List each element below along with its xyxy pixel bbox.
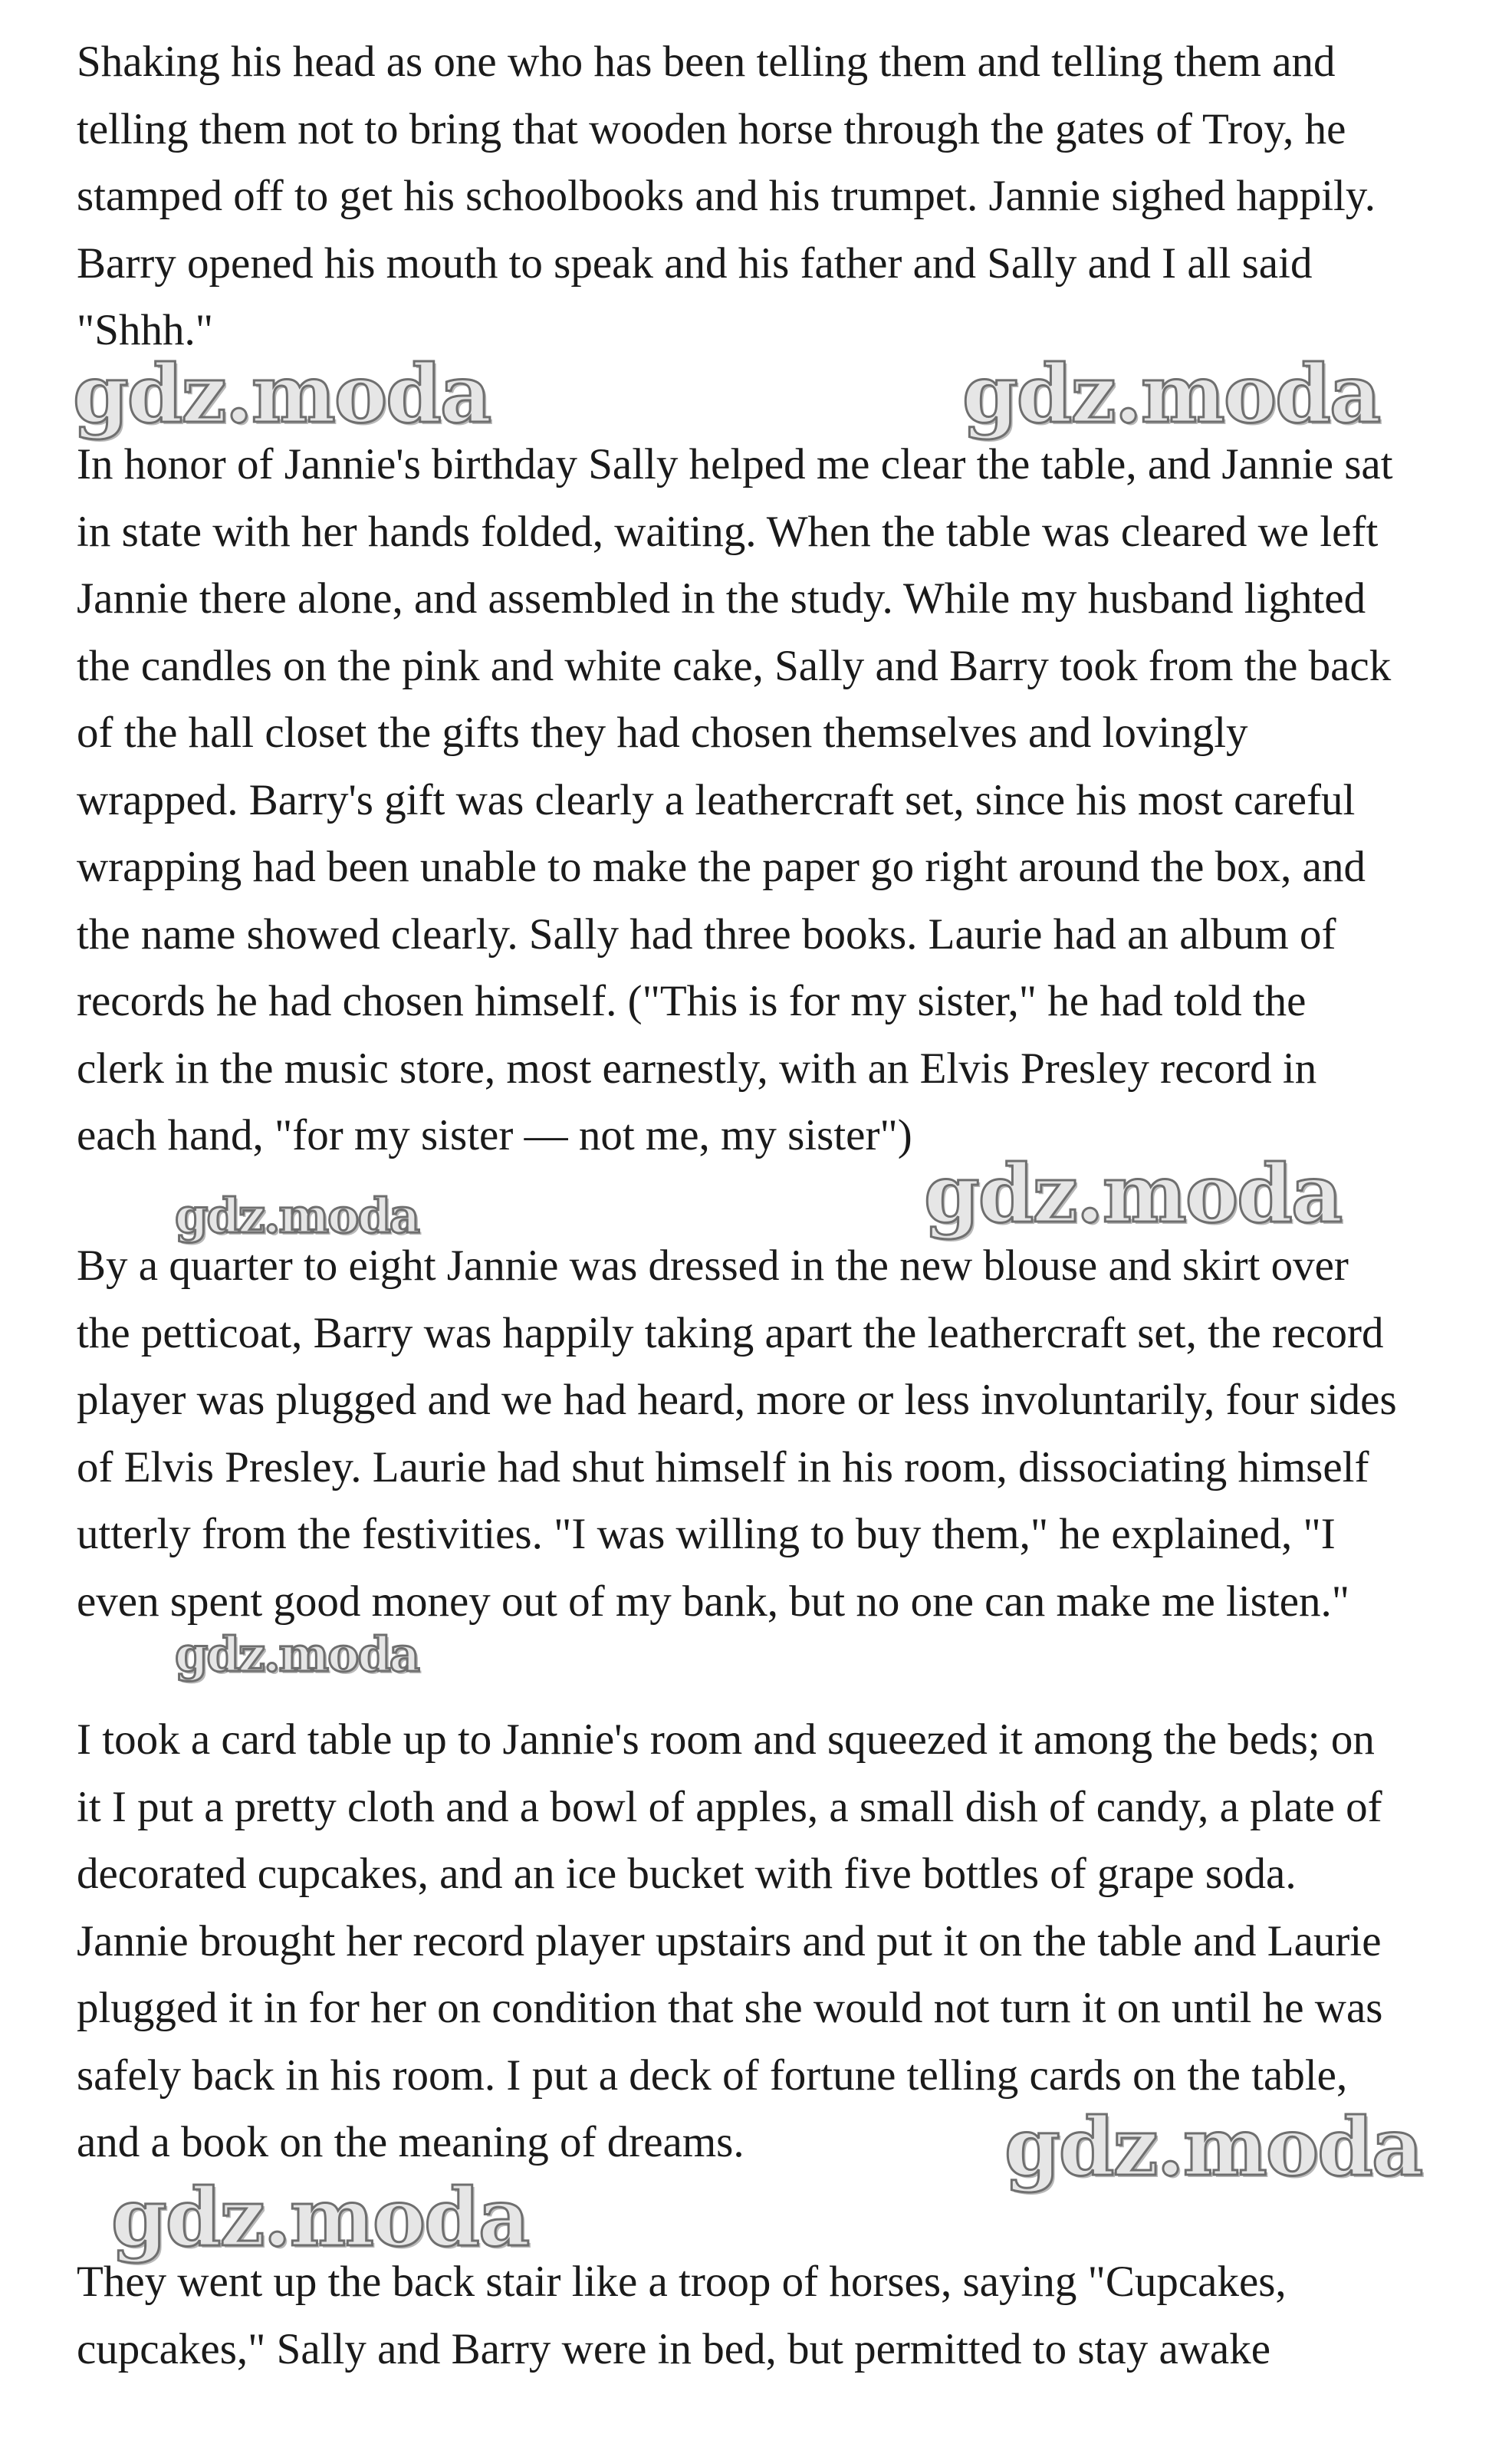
paragraph-5: They went up the back stair like a troop of horses, saying "Cupcakes, cupcakes," Sally and Barry were in bed, but permitted to stay awake	[77, 2258, 1287, 2373]
watermark-logo: gdz.moda	[175, 1626, 419, 1682]
paragraph-4: I took a card table up to Jannie's room and squeezed it among the beds; on it I put a pretty cloth and a bowl of apples, a small dish of candy, a plate of decorated cupcakes, and an ice bucket with five bottles of grape soda. Jannie brought her record player upstairs and put it on the table and Laurie plugged it in for her on condition that she would not turn it on until he was safely back in his room. I put a deck of fortune telling cards on the table, and a book on the meaning of dreams.	[77, 1715, 1383, 2166]
watermark-logo: gdz.moda	[1004, 2100, 1422, 2194]
paragraph-2: In honor of Jannie's birthday Sally helped me clear the table, and Jannie sat in state with her hands folded, waiting. When the table was cleared we left Jannie there alone, and assembled in the study. While my husband lighted the candles on the pink and white cake, Sally and Barry took from the back of the hall closet the gifts they had chosen themselves and lovingly wrapped. Barry's gift was clearly a leathercraft set, since his most careful wrapping had been unable to make the paper go right around the box, and the name showed clearly. Sally had three books. Laurie had an album of records he had chosen himself. ("This is for my sister," he had told the clerk in the music store, most earnestly, with an Elvis Presley record in each hand, "for my sister — not me, my sister")	[77, 440, 1393, 1159]
watermark-logo: gdz.moda	[962, 347, 1380, 441]
watermark-logo: gdz.moda	[924, 1146, 1342, 1241]
watermark-logo: gdz.moda	[73, 347, 491, 441]
watermark-logo: gdz.moda	[111, 2170, 529, 2264]
watermark-logo: gdz.moda	[175, 1188, 419, 1244]
paragraph-1: Shaking his head as one who has been telling them and telling them and telling them not to bring that wooden horse through the gates of Troy, he stamped off to get his schoolbooks and his trumpet. Jannie sighed happily. Barry opened his mouth to speak and his father and Sally and I all said "Shhh."	[77, 38, 1376, 354]
paragraph-3: By a quarter to eight Jannie was dressed in the new blouse and skirt over the petticoat, Barry was happily taking apart the leathercraft set, the record player was plugged and we had heard, more or less involuntarily, four sides of Elvis Presley. Laurie had shut himself in his room, dissociating himself utterly from the festivities. "I was willing to buy them," he explained, "I even spent good money out of my bank, but no one can make me listen."	[77, 1242, 1397, 1626]
